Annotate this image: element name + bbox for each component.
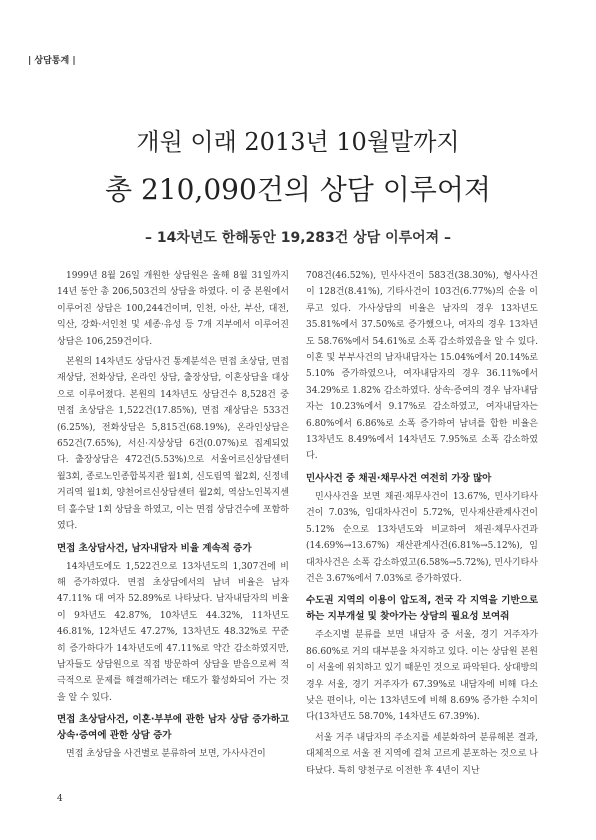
paragraph: 본원의 14차년도 상담사건 통계분석은 면접 초상담, 면접 재상담, 전화상담, 온라인 상담, 출장상담, 이혼상담을 대상으로 이루어졌다. 본원의 14차년도 상담건수 8,528건 중 면접 초상담은 1,522건(17.85%), 면접 재상담은 533건(6.25%), 전화상담은 5,815건(68.19%), 온라인상담은 652건(7.65%), 서신·지상상담 6건(0.07%)로 집계되었다. 출장상담은 472건(5.53%)으로 서울어르신상담센터 월3회, 종로노인종합복지관 월1회, 신도림역 월2회, 신정네거리역 월1회, 양천어르신상담센터 월2회, 역삼노인복지센터 홀수달 1회 상담을 하였고, 이는 면접 상담건수에 포함하였다.: [57, 357, 289, 532]
left-column: [57, 268, 289, 767]
section-label: | 상담통계 |: [28, 56, 76, 66]
section-heading: 민사사건 중 채권·채무사건 여전히 가장 많아: [306, 472, 492, 484]
page-title-line1: 개원 이래 2013년 10월말까지: [136, 128, 460, 156]
right-column: [306, 268, 538, 783]
paragraph: 면접 초상담을 사건별로 분류하여 보면, 가사사건이: [66, 749, 266, 760]
section-heading: 수도권 지역의 이용이 압도적, 전국 각 지역을 기반으로 하는 지부개설 및 찾아가는 상담의 필요성 보여줘: [306, 595, 538, 623]
paragraph: 14차년도에도 1,522건으로 13차년도의 1,307건에 비해 증가하였다. 면접 초상담에서의 남녀 비율은 남자 47.11% 대 여자 52.89%로 나타났다. 남자내담자의 비율이 9차년도 42.87%, 10차년도 44.32%, 11차년도 46.81%, 12차년도 47.27%, 13차년도 48.32%로 꾸준히 증가하다가 14차년도에 47.11%로 약간 감소하였지만, 남자들도 상담원으로 직접 방문하여 상담을 받음으로써 적극적으로 문제를 해결해가려는 태도가 활성화되어 가는 것을 알 수 있다.: [57, 561, 289, 703]
paragraph: 708건(46.52%), 민사사건이 583건(38.30%), 형사사건이 128건(8.41%), 기타사건이 103건(6.77%)의 순을 이루고 있다. 가사상담의 비율은 남자의 경우 13차년도 35.81%에서 37.50%로 증가했으나, 여자의 경우 13차년도 58.76%에서 54.61%로 소폭 감소하였음을 알 수 있다. 이혼 및 부부사건의 남자내담자는 15.04%에서 20.14%로 5.10% 증가하였으나, 여자내담자의 경우 36.11%에서 34.29%로 1.82% 감소하였다. 상속·증여의 경우 남자내담자는 10.23%에서 9.17%로 감소하였고, 여자내담자는 6.80%에서 6.86%로 소폭 증가하여 남녀를 합한 비율은 13차년도 8.49%에서 14차년도 7.95%로 소폭 감소하였다.: [306, 271, 538, 462]
page-number: 4: [57, 794, 63, 804]
section-heading: 면접 초상담사건, 남자내담자 비율 계속적 증가: [57, 542, 252, 554]
paragraph: 민사사건을 보면 채권·채무사건이 13.67%, 민사기타사건이 7.03%, 임대차사건이 5.72%, 민사재산관계사건이 5.12% 순으로 13차년도와 비교하여 채권·채무사건과(14.69%→13.67%) 재산관계사건(6.81%→5.12%), 임대차사건은 소폭 감소하였고(6.58%→5.72%), 민사기타사건은 3.67%에서 7.03%로 증가하였다.: [306, 491, 538, 584]
paragraph: 1999년 8월 26일 개원한 상담원은 올해 8월 31일까지 14년 동안 총 206,503건의 상담을 하였다. 이 중 본원에서 이루어진 상담은 100,244건이며, 인천, 아산, 부산, 대전, 익산, 강화·서인천 및 세종·유성 등 7개 지부에서 이루어진 상담은 106,259건이다.: [57, 271, 289, 347]
page-title-line2: 총 210,090건의 상담 이루어져: [105, 173, 491, 206]
paragraph: 서울 거주 내담자의 주소지를 세분화하여 분류해본 결과, 대체적으로 서울 전 지역에 걸쳐 고르게 분포하는 것으로 나타났다. 특히 양천구로 이전한 후 4년이 지난: [306, 732, 538, 776]
section-heading: 면접 초상담사건, 이혼·부부에 관한 남자 상담 증가하고 상속·증여에 관한 상담 증가: [57, 714, 289, 742]
page-subtitle: – 14차년도 한해동안 19,283건 상담 이루어져 –: [144, 230, 452, 246]
paragraph: 주소지별 분류를 보면 내담자 중 서울, 경기 거주자가 86.60%로 거의 대부분을 차지하고 있다. 이는 상담원 본원이 서울에 위치하고 있기 때문인 것으로 파악된다. 상대방의 경우 서울, 경기 거주자가 67.39%로 내담자에 비해 다소 낮은 편이나, 이는 13차년도에 비해 8.69% 증가한 수치이다(13차년도 58.70%, 14차년도 67.39%).: [306, 630, 538, 723]
